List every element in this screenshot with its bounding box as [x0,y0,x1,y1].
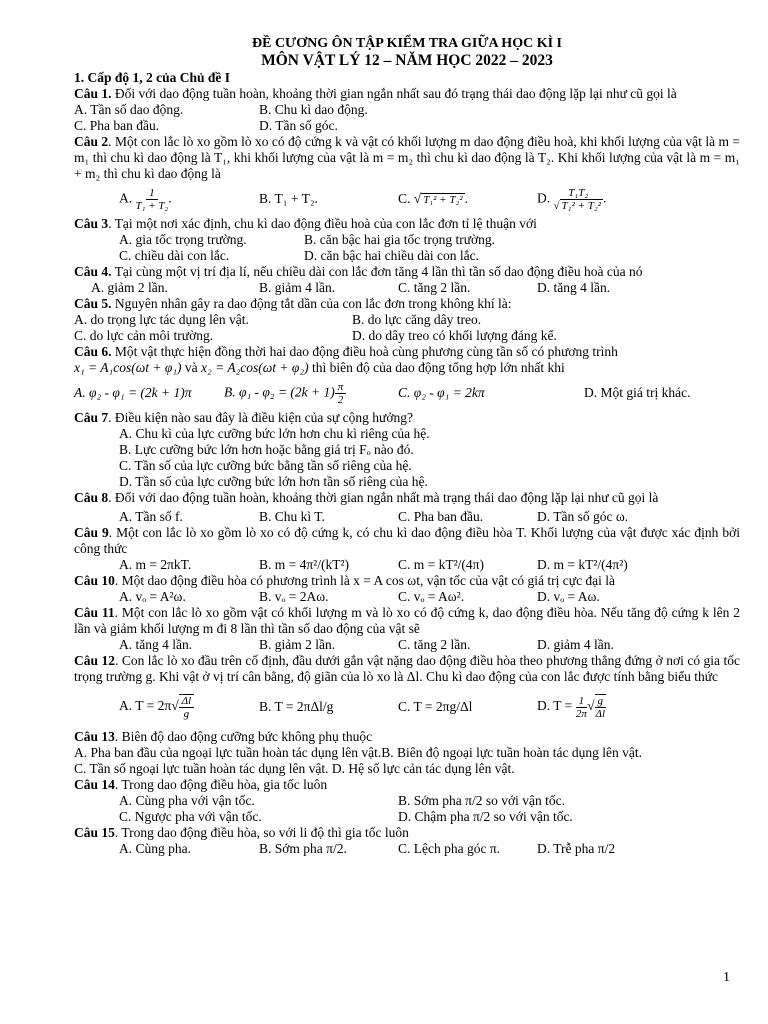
question-4: Câu 4. Tại cùng một vị trí địa lí, nếu chiều dài con lắc đơn tăng 4 lần thì tần số dao động điều hoà của nó [74,264,643,279]
q12-options: A. T = 2π√ $\frac{\Delta l}{g}$ B. T = 2πΔl/g C. T = 2πg/Δl D. T = $\frac{1}{2\pi}$ √ $\frac{g}{\Delta l}$ [119,694,606,720]
q13-options: A. Pha ban đầu của ngoại lực tuần hoàn tác dụng lên vật.B. Biên độ ngoại lực tuần hoàn tác dụng lên vật. [74,745,642,760]
question-11: Câu 11. Một con lắc lò xo gồm vật có khối lượng m và lò xo có độ cứng k, dao động điều hòa. Nếu tăng độ cứng k lên 2 lần và giảm khối lượng m đi 8 lần thì tần số dao động của vật sẽ [74,605,741,636]
question-2: Câu 2. Một con lắc lò xo gồm lò xo có độ cứng k và vật có khối lượng m dao động điều hoà, khi khối lượng của vật là m = m₁ thì chu kì dao động là T₁, khi khối lượng của vật là m = m₂ thì chu kì dao động là T₂. Khi khối lượng của vật là m = m₁ + m₂ thì chu kì dao động là [74,134,740,181]
question-9: Câu 9. Một con lắc lò xo gồm lò xo có độ cứng k, có chu kì dao động điều hòa T. Khối lượng của vật được xác định bởi công thức [74,525,740,556]
page-number: 1 [723,970,730,985]
question-12: Câu 12. Con lắc lò xo đầu trên cố định, đầu dưới gắn vật nặng dao động điều hòa theo phương thẳng đứng ở nơi có gia tốc trọng trường g. Khi vật ở vị trí cân bằng, độ giãn của lò xo là Δl. Chu kì dao động của con lắc được tính bằng biểu thức [74,653,740,684]
q6-options: A. φ₂ - φ₁ = (2k + 1)π B. φ₁ - φ₂ = (2k + 1) $\frac{\pi}{2}$ C. φ₂ - φ₁ = 2kπ D. Một giá trị khác. [74,380,691,406]
q5-options: A. do trọng lực tác dụng lên vật. B. do lực căng dây treo. [74,312,482,327]
question-3: Câu 3. Tại một nơi xác định, chu kì dao động điều hoà của con lắc đơn tỉ lệ thuận với [74,216,537,231]
question-10: Câu 10. Một dao động điều hòa có phương trình là x = A cos ωt, vận tốc của vật có giá trị cực đại là [74,573,616,588]
q3-options-2: C. chiều dài con lắc. D. căn bậc hai chiều dài con lắc. [119,248,480,263]
q6-equations: x₁ = A₁cos(ωt + φ₁) và x₂ = A₂cos(ωt + φ₂) thì biên độ của dao động tổng hợp lớn nhất khi [74,360,565,375]
q11-options: A. tăng 4 lần. B. giảm 2 lần. C. tăng 2 lần. D. giảm 4 lần. [119,637,614,652]
question-5: Câu 5. Nguyên nhân gây ra dao động tắt dần của con lắc đơn trong không khí là: [74,296,512,311]
subject-title: MÔN VẬT LÝ 12 – NĂM HỌC 2022 – 2023 [261,52,553,69]
q2-options: A. $\frac{1}{\text{T₁ + T₂}}$ . B. T₁ + T₂. C. √ T₁² + T₂² . D. $\frac{\text{T₁T₂}}{\text{√ T₁² + T₂²}}$ . [119,186,607,212]
q9-options: A. m = 2πkT. B. m = 4π²/(kT²) C. m = kT²/(4π) D. m = kT²/(4π²) [119,557,628,572]
q8-options: A. Tần số f. B. Chu kì T. C. Pha ban đầu. D. Tần số góc ω. [119,509,629,524]
q14-options-2: C. Ngược pha với vận tốc. D. Chậm pha π/2 so với vận tốc. [119,809,573,824]
q5-options-2: C. do lực cản môi trường. D. do dây treo có khối lượng đáng kể. [74,328,557,343]
q3-options: A. gia tốc trọng trường. B. căn bậc hai gia tốc trọng trường. [119,232,496,247]
question-15: Câu 15. Trong dao động điều hòa, so với li độ thì gia tốc luôn [74,825,409,840]
question-1: Câu 1. Đối với dao động tuần hoàn, khoảng thời gian ngắn nhất sau đó trạng thái dao động lặp lại như cũ gọi là [74,86,677,101]
q7-option-b: B. Lực cưỡng bức lớn hơn hoặc bằng giá trị Fₒ nào đó. [119,442,414,457]
document-page [74,36,740,857]
q7-option-d: D. Tần số của lực cưỡng bức lớn hơn tần số riêng của hệ. [119,474,428,489]
q15-options: A. Cùng pha. B. Sớm pha π/2. C. Lệch pha góc π. D. Trễ pha π/2 [119,841,616,856]
section-heading: 1. Cấp độ 1, 2 của Chủ đề I [74,70,231,85]
q1-options: A. Tần số dao động. B. Chu kì dao động. [74,102,368,117]
q4-options: A. giảm 2 lần. B. giảm 4 lần. C. tăng 2 lần. D. tăng 4 lần. [91,280,611,295]
question-14: Câu 14. Trong dao động điều hòa, gia tốc luôn [74,777,328,792]
q7-option-c: C. Tần số của lực cưỡng bức bằng tần số riêng của hệ. [119,458,412,473]
q10-options: A. vₒ = A²ω. B. vₒ = 2Aω. C. vₒ = Aω². D. vₒ = Aω. [119,589,600,604]
q1-options-2: C. Pha ban đầu. D. Tần số góc. [74,118,338,133]
question-6: Câu 6. Một vật thực hiện đồng thời hai dao động điều hoà cùng phương cùng tần số có phương trình [74,344,618,359]
question-7: Câu 7. Điều kiện nào sau đây là điều kiện của sự cộng hưởng? [74,410,413,425]
q13-options-2: C. Tần số ngoại lực tuần hoàn tác dụng lên vật. D. Hệ số lực cản tác dụng lên vật. [74,761,515,776]
question-13: Câu 13. Biên độ dao động cưỡng bức không phụ thuộc [74,729,373,744]
exam-title: ĐỀ CƯƠNG ÔN TẬP KIỂM TRA GIỮA HỌC KÌ I [252,36,562,51]
q14-options: A. Cùng pha với vận tốc. B. Sớm pha π/2 so với vận tốc. [119,793,565,808]
question-8: Câu 8. Đối với dao động tuần hoàn, khoảng thời gian ngắn nhất mà trạng thái dao động lặp lại như cũ gọi là [74,490,659,505]
q7-option-a: A. Chu kì của lực cưỡng bức lớn hơn chu kì riêng của hệ. [119,426,430,441]
